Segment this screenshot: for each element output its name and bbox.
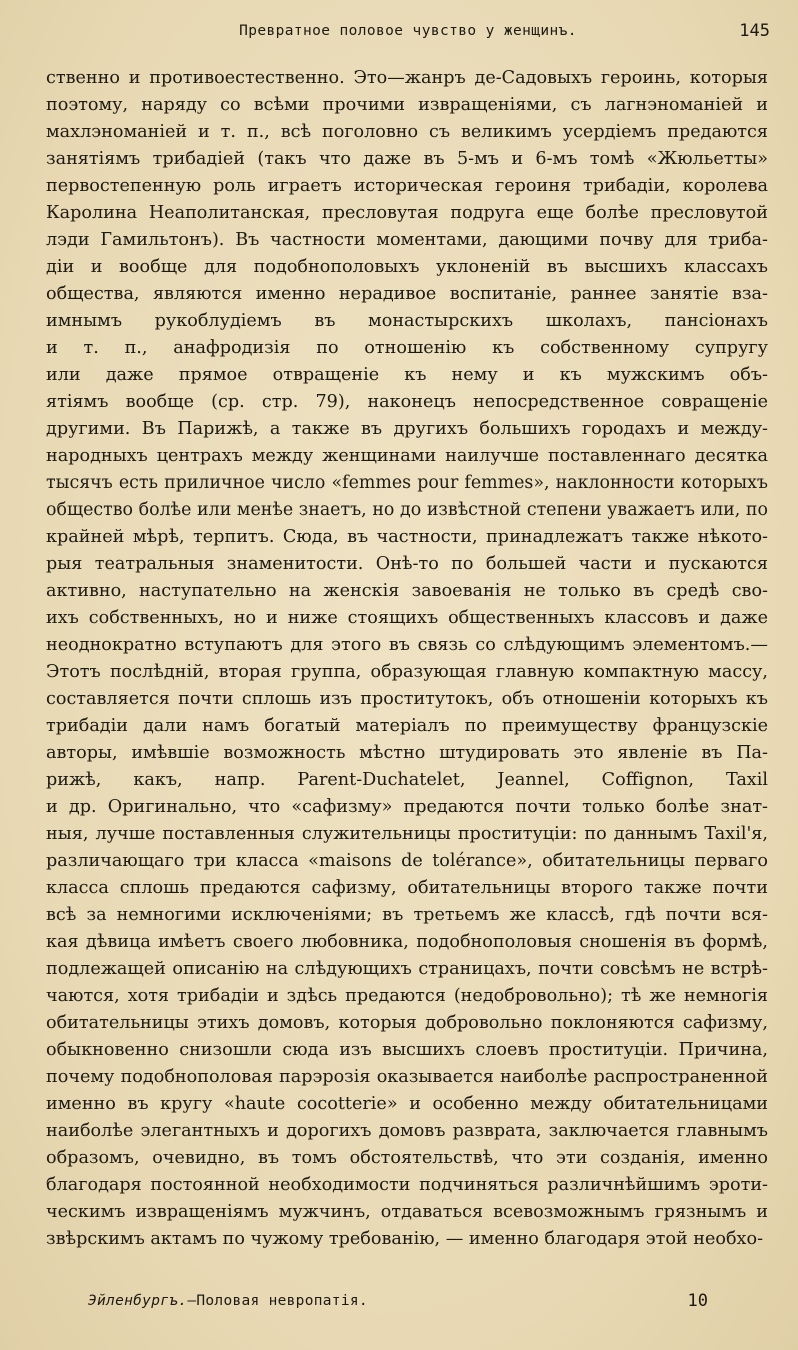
- text-line: неоднократно вступаютъ для этого въ связь со слѣдующимъ элементомъ.—: [46, 635, 768, 655]
- text-line: благодаря постоянной необходимости подчиняться различнѣйшимъ эроти-: [46, 1175, 768, 1195]
- text-line: махлэноманіей и т. п., всѣ поголовно съ великимъ усердіемъ предаются: [46, 122, 768, 142]
- text-line: Каролина Неаполитанская, пресловутая подруга еще болѣе пресловутой: [46, 203, 768, 223]
- text-line: звѣрскимъ актамъ по чужому требованію, — именно благодаря этой необхо-: [46, 1229, 764, 1249]
- text-line: Этотъ послѣдній, вторая группа, образующая главную компактную массу,: [46, 662, 768, 682]
- text-line: всѣ за немногими исключеніями; въ третьемъ же классѣ, гдѣ почти вся-: [46, 905, 768, 925]
- footer-signature: [88, 1288, 368, 1314]
- text-line: ятіямъ вообще (ср. стр. 79), наконецъ непосредственное совращеніе: [46, 392, 768, 412]
- body-text: [46, 65, 768, 1253]
- text-line: ственно и противоестественно. Это—жанръ де-Садовыхъ героинь, которыя: [46, 68, 768, 88]
- text-line: ихъ собственныхъ, но и ниже стоящихъ общественныхъ классовъ и даже: [46, 608, 768, 628]
- text-line: обыкновенно снизошли сюда изъ высшихъ слоевъ проституціи. Причина,: [46, 1040, 768, 1060]
- page-footer: [88, 1288, 708, 1314]
- text-line: обитательницы этихъ домовъ, которыя добровольно поклоняются сафизму,: [46, 1013, 768, 1033]
- text-line: и т. п., анафродизія по отношенію къ собственному супругу: [46, 338, 768, 358]
- text-line: рыя театральныя знаменитости. Онѣ-то по большей части и пускаются: [46, 554, 768, 574]
- text-line: діи и вообще для подобнополовыхъ уклоненій въ высшихъ классахъ: [46, 257, 768, 277]
- text-line: именно въ кругу «haute cocotterie» и особенно между обитательницами: [46, 1094, 768, 1114]
- running-title: Превратное половое чувство у женщинъ.: [239, 23, 577, 39]
- signature-mark: 10: [687, 1291, 708, 1311]
- text-line: рижѣ, какъ, напр. Parent-Duchatelet, Jeannel, Coffignon, Taxil: [46, 770, 768, 790]
- text-line: почему подобнополовая парэрозія оказывается наиболѣе распространенной: [46, 1067, 768, 1087]
- text-line: другими. Въ Парижѣ, а также въ другихъ большихъ городахъ и между-: [46, 419, 768, 439]
- text-line: занятіямъ трибадіей (такъ что даже въ 5-мъ и 6-мъ томѣ «Жюльетты»: [46, 149, 768, 169]
- text-line: народныхъ центрахъ между женщинами наилучше поставленнаго десятка: [46, 446, 768, 466]
- running-head: [46, 16, 770, 46]
- text-line: и др. Оригинально, что «сафизму» предаются почти только болѣе знат-: [46, 797, 768, 817]
- text-line: составляется почти сплошь изъ проститутокъ, объ отношеніи которыхъ къ: [46, 689, 768, 709]
- text-line: или даже прямое отвращеніе къ нему и къ мужскимъ объ-: [46, 365, 768, 385]
- text-line: наиболѣе элегантныхъ и дорогихъ домовъ разврата, заключается главнымъ: [46, 1121, 768, 1141]
- footer-title: —Половая невропатія.: [187, 1293, 368, 1309]
- text-line: общества, являются именно нерадивое воспитаніе, раннее занятіе вза-: [46, 284, 768, 304]
- text-line: имнымъ рукоблудіемъ въ монастырскихъ школахъ, пансіонахъ: [46, 311, 768, 331]
- text-line: авторы, имѣвшіе возможность мѣстно штудировать это явленіе въ Па-: [46, 743, 768, 763]
- text-line: трибадіи дали намъ богатый матеріалъ по преимуществу французскіе: [46, 716, 768, 736]
- text-line: подлежащей описанію на слѣдующихъ страницахъ, почти совсѣмъ не встрѣ-: [46, 959, 768, 979]
- text-line: различающаго три класса «maisons de tolérance», обитательницы перваго: [46, 851, 768, 871]
- text-line: активно, наступательно на женскія завоеванія не только въ средѣ сво-: [46, 581, 768, 601]
- footer-author: Эйленбургъ.: [88, 1293, 188, 1309]
- page-number: 145: [739, 21, 770, 41]
- text-line: ческимъ извращеніямъ мужчинъ, отдаваться всевозможнымъ грязнымъ и: [46, 1202, 768, 1222]
- text-line: класса сплошь предаются сафизму, обитательницы второго также почти: [46, 878, 768, 898]
- text-line: кая дѣвица имѣетъ своего любовника, подобнополовыя сношенія въ формѣ,: [46, 932, 768, 952]
- text-line: тысячъ есть приличное число «femmes pour femmes», наклонности которыхъ: [46, 473, 768, 493]
- text-line: первостепенную роль играетъ историческая героиня трибадіи, королева: [46, 176, 768, 196]
- text-line: ныя, лучше поставленныя служительницы проституціи: по даннымъ Taxil'я,: [46, 824, 768, 844]
- text-line: образомъ, очевидно, въ томъ обстоятельствѣ, что эти созданія, именно: [46, 1148, 768, 1168]
- text-line: чаются, хотя трибадіи и здѣсь предаются (недобровольно); тѣ же немногія: [46, 986, 768, 1006]
- text-line: лэди Гамильтонъ). Въ частности моментами, дающими почву для триба-: [46, 230, 768, 250]
- text-line: крайней мѣрѣ, терпитъ. Сюда, въ частности, принадлежатъ также нѣкото-: [46, 527, 768, 547]
- text-line: поэтому, наряду со всѣми прочими извращеніями, съ лагнэноманіей и: [46, 95, 768, 115]
- text-line: общество болѣе или менѣе знаетъ, но до извѣстной степени уважаетъ или, по: [46, 500, 768, 520]
